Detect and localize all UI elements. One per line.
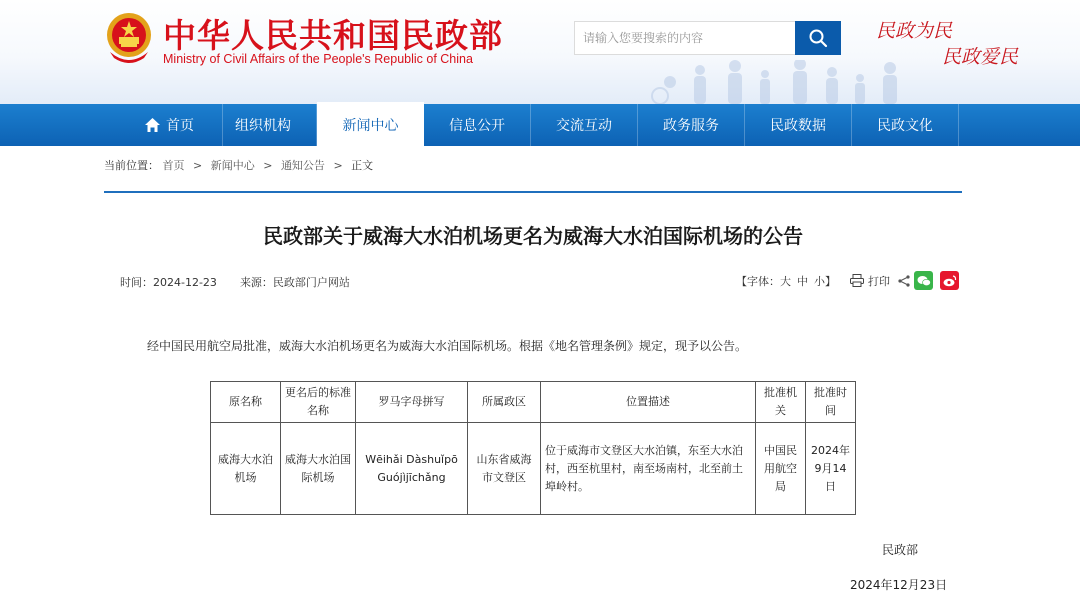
site-subtitle: Ministry of Civil Affairs of the People's Republic of China (163, 52, 473, 66)
table-cell: Wēihǎi Dàshuǐpō Guójìjīchǎng (356, 423, 468, 515)
slogan-line-1: 民政为民 (876, 20, 953, 42)
table-header-cell: 原名称 (211, 382, 281, 423)
breadcrumb (104, 157, 373, 173)
table-header-cell: 位置描述 (541, 382, 756, 423)
breadcrumb-home[interactable]: 首页 (162, 159, 185, 172)
table-cell: 位于威海市文登区大水泊镇，东至大水泊村，西至杭里村，南至场南村，北至前土埠岭村。 (541, 423, 756, 515)
nav-item-civil-data[interactable]: 民政数据 (745, 104, 852, 146)
article-tools (736, 271, 959, 290)
table-cell: 2024年9月14日 (806, 423, 856, 515)
table-header-cell: 批准机关 (756, 382, 806, 423)
home-icon (144, 117, 161, 133)
article-paragraph: 经中国民用航空局批准，威海大水泊机场更名为威海大水泊国际机场。根据《地名管理条例》规定，现予以公告。 (147, 339, 748, 353)
printer-icon (850, 274, 864, 287)
breadcrumb-label: 当前位置： (104, 159, 159, 172)
article-time: 时间：2024-12-23 (120, 276, 217, 289)
rename-table (210, 381, 856, 515)
font-size-close: 】 (825, 274, 836, 288)
article-meta (120, 274, 350, 290)
font-size-label: 【字体： (736, 274, 780, 288)
site-header (0, 0, 1080, 104)
print-label: 打印 (868, 274, 890, 288)
article-date: 2024年12月23日 (850, 578, 948, 592)
national-emblem-icon (104, 10, 154, 66)
breadcrumb-current: 正文 (351, 159, 374, 172)
wechat-share-icon[interactable] (914, 271, 933, 290)
breadcrumb-notices[interactable]: 通知公告 (280, 159, 325, 172)
table-header-cell: 所属政区 (468, 382, 541, 423)
nav-item-gov-service[interactable]: 政务服务 (638, 104, 745, 146)
table-header-cell: 更名后的标准名称 (281, 382, 356, 423)
font-size-large[interactable]: 大 (780, 274, 791, 288)
table-header-cell: 罗马字母拼写 (356, 382, 468, 423)
table-cell: 威海大水泊机场 (211, 423, 281, 515)
nav-item-organization[interactable]: 组织机构 (210, 104, 317, 146)
share-icon[interactable] (898, 275, 910, 287)
table-header-row (211, 382, 856, 423)
breadcrumb-separator: > (263, 159, 273, 172)
table-cell: 中国民用航空局 (756, 423, 806, 515)
nav-item-news-center[interactable]: 新闻中心 (317, 102, 424, 148)
table-cell: 山东省威海市文登区 (468, 423, 541, 515)
nav-item-home[interactable] (116, 104, 223, 146)
article-signature: 民政部 (882, 543, 919, 557)
breadcrumb-news-center[interactable]: 新闻中心 (210, 159, 255, 172)
search-button[interactable] (795, 21, 841, 55)
article-title: 民政部关于威海大水泊机场更名为威海大水泊国际机场的公告 (263, 224, 803, 248)
search-input[interactable] (574, 21, 795, 55)
table-header-cell: 批准时间 (806, 382, 856, 423)
main-nav (0, 104, 1080, 146)
print-button[interactable] (850, 273, 890, 289)
breadcrumb-divider (104, 191, 962, 193)
nav-item-interaction[interactable]: 交流互动 (531, 104, 638, 146)
weibo-share-icon[interactable] (940, 271, 959, 290)
table-cell: 威海大水泊国际机场 (281, 423, 356, 515)
nav-item-civil-culture[interactable]: 民政文化 (852, 104, 959, 146)
table-row (211, 423, 856, 515)
search-icon (808, 28, 828, 48)
nav-item-info-disclosure[interactable]: 信息公开 (424, 104, 531, 146)
font-size-small[interactable]: 小 (814, 274, 825, 288)
breadcrumb-separator: > (193, 159, 203, 172)
slogan-line-2: 民政爱民 (942, 46, 1019, 68)
font-size-medium[interactable]: 中 (797, 274, 808, 288)
nav-item-label: 首页 (166, 118, 194, 134)
site-title[interactable]: 中华人民共和国民政部 (163, 16, 503, 55)
breadcrumb-separator: > (333, 159, 343, 172)
article-source: 来源：民政部门户网站 (239, 276, 350, 289)
